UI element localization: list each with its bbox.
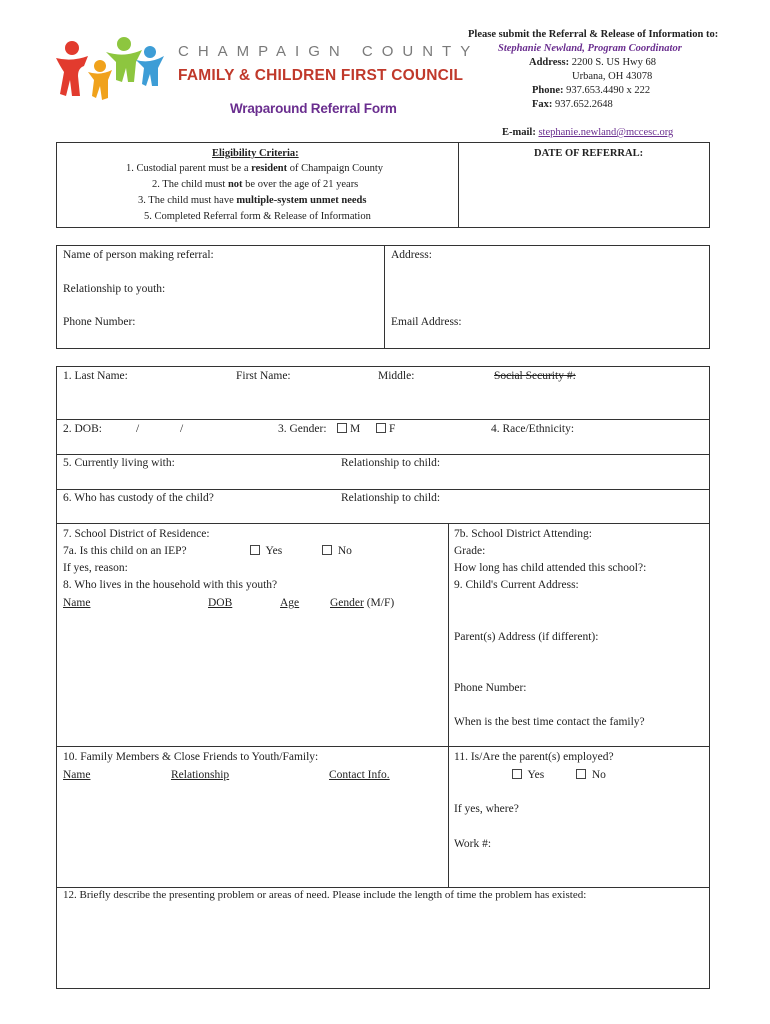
referrer-name-label: Name of person making referral: <box>63 249 214 261</box>
email-link[interactable]: stephanie.newland@mccesc.org <box>538 127 674 138</box>
iep-reason-label: If yes, reason: <box>63 562 128 574</box>
family-members-label: 10. Family Members & Close Friends to Youth/Family: <box>63 751 319 763</box>
logo-line2: FAMILY & CHILDREN FIRST COUNCIL <box>178 67 464 84</box>
eligibility-title: Eligibility Criteria: <box>212 148 299 159</box>
employed-yes-option[interactable]: Yes <box>512 769 544 781</box>
how-long-label: How long has child attended this school?: <box>454 562 647 574</box>
relationship-to-child-label-1: Relationship to child: <box>341 457 441 469</box>
household-col-age: Age <box>280 597 300 609</box>
child-current-address-label: 9. Child's Current Address: <box>454 579 579 591</box>
family-figures-icon <box>54 36 166 104</box>
date-of-referral-field[interactable] <box>462 164 706 224</box>
family-col-name: Name <box>63 769 91 781</box>
eligibility-item-1: 1. Custodial parent must be a resident of Champaign County <box>126 163 384 174</box>
household-col-gender: Gender (M/F) <box>330 597 395 609</box>
presenting-problem-field[interactable] <box>60 906 706 986</box>
employed-no-option[interactable]: No <box>576 769 606 781</box>
iep-no-checkbox[interactable] <box>322 545 332 555</box>
phone-value: 937.653.4490 x 222 <box>566 85 651 96</box>
family-phone-label: Phone Number: <box>454 682 527 694</box>
eligibility-item-2: 2. The child must not be over the age of 21 years <box>152 179 359 190</box>
parent-address-label: Parent(s) Address (if different): <box>454 631 599 643</box>
iep-label: 7a. Is this child on an IEP? <box>63 545 187 557</box>
gender-m-option[interactable]: M <box>337 423 360 435</box>
school-column-divider <box>448 523 449 887</box>
employed-where-label: If yes, where? <box>454 803 519 815</box>
relationship-to-child-label-2: Relationship to child: <box>341 492 441 504</box>
first-name-label: First Name: <box>236 370 291 382</box>
dob-label: 2. DOB: <box>63 423 102 435</box>
household-label: 8. Who lives in the household with this youth? <box>63 579 278 591</box>
employed-yes-checkbox[interactable] <box>512 769 522 779</box>
child-row-divider-3 <box>56 489 710 490</box>
iep-yes-option[interactable]: Yes <box>250 545 282 557</box>
referrer-divider <box>384 245 385 349</box>
middle-name-label: Middle: <box>378 370 415 382</box>
gender-m-checkbox[interactable] <box>337 423 347 433</box>
living-with-label: 5. Currently living with: <box>63 457 175 469</box>
form-title: Wraparound Referral Form <box>230 101 397 116</box>
coordinator: Stephanie Newland, Program Coordinator <box>498 43 682 54</box>
child-row-divider-4 <box>56 523 710 524</box>
work-number-label: Work #: <box>454 838 492 850</box>
logo <box>54 36 480 104</box>
phone-label: Phone: <box>532 85 564 96</box>
submit-heading: Please submit the Referral & Release of Information to: <box>468 29 719 40</box>
presenting-problem-label: 12. Briefly describe the presenting problem or areas of need. Please include the length of time the problem has existed: <box>63 889 587 901</box>
referrer-address-label: Address: <box>391 249 432 261</box>
address-label: Address: <box>529 57 570 68</box>
iep-no-option[interactable]: No <box>322 545 352 557</box>
date-of-referral-label: DATE OF REFERRAL: <box>534 148 644 159</box>
address-line <box>529 57 656 68</box>
family-col-contact: Contact Info. <box>329 769 390 781</box>
email-line <box>502 127 673 138</box>
employed-no-checkbox[interactable] <box>576 769 586 779</box>
parent-employed-label: 11. Is/Are the parent(s) employed? <box>454 751 614 763</box>
eligibility-item-4: 5. Completed Referral form & Release of Information <box>144 211 371 222</box>
email-label: E-mail: <box>502 127 536 138</box>
logo-line1: CHAMPAIGN COUNTY <box>178 43 480 60</box>
gender-label: 3. Gender: <box>278 423 327 435</box>
child-row-divider-5 <box>56 746 710 747</box>
best-time-label: When is the best time contact the family? <box>454 716 645 728</box>
custody-label: 6. Who has custody of the child? <box>63 492 214 504</box>
eligibility-divider <box>458 142 459 228</box>
grade-label: Grade: <box>454 545 486 557</box>
family-col-relationship: Relationship <box>171 769 230 781</box>
child-row-divider-2 <box>56 454 710 455</box>
fax-line <box>532 99 613 110</box>
address-line2: Urbana, OH 43078 <box>572 71 653 82</box>
race-label: 4. Race/Ethnicity: <box>491 423 575 435</box>
dob-slash-1: / <box>136 423 140 435</box>
iep-yes-checkbox[interactable] <box>250 545 260 555</box>
gender-f-checkbox[interactable] <box>376 423 386 433</box>
ssn-label: Social Security #: <box>494 370 576 382</box>
referrer-phone-label: Phone Number: <box>63 316 136 328</box>
fax-value: 937.652.2648 <box>555 99 613 110</box>
dob-slash-2: / <box>180 423 184 435</box>
school-district-residence-label: 7. School District of Residence: <box>63 528 210 540</box>
household-col-dob: DOB <box>208 597 233 609</box>
phone-line <box>532 85 650 96</box>
school-district-attending-label: 7b. School District Attending: <box>454 528 592 540</box>
child-row-divider-6 <box>56 887 710 888</box>
last-name-label: 1. Last Name: <box>63 370 128 382</box>
fax-label: Fax: <box>532 99 553 110</box>
address-line1: 2200 S. US Hwy 68 <box>571 57 656 68</box>
referrer-email-label: Email Address: <box>391 316 462 328</box>
child-row-divider-1 <box>56 419 710 420</box>
referrer-relationship-label: Relationship to youth: <box>63 283 166 295</box>
gender-f-option[interactable]: F <box>376 423 395 435</box>
household-col-name: Name <box>63 597 91 609</box>
eligibility-item-3: 3. The child must have multiple-system unmet needs <box>138 195 367 206</box>
